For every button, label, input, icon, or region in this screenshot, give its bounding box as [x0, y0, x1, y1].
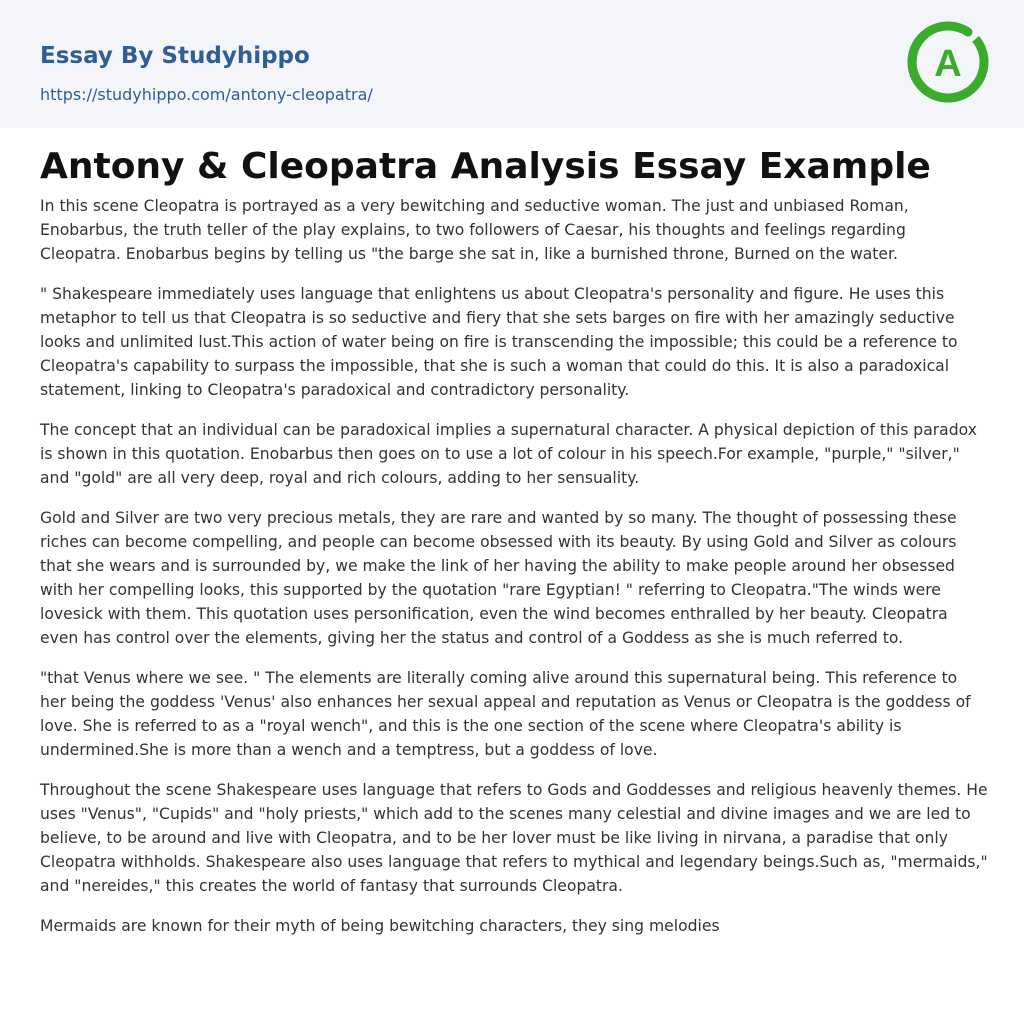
site-header	[0, 0, 1024, 128]
essay-paragraph: In this scene Cleopatra is portrayed as a very bewitching and seductive woman. The just and unbiased Roman, Enobarbus, the truth teller of the play explains, to two followers of Caesar, his thoughts and feelings regarding Cleopatra. Enobarbus begins by telling us "the barge she sat in, like a burnished throne, Burned on the water.	[40, 197, 909, 263]
essay-paragraph: " Shakespeare immediately uses language that enlightens us about Cleopatra's personality and figure. He uses this metaphor to tell us that Cleopatra is so seductive and fiery that she sets barges on fire with her amazingly seductive looks and unlimited lust.This action of water being on fire is transcending the impossible; this could be a reference to Cleopatra's capability to surpass the impossible, that she is such a woman that could do this. It is also a paradoxical statement, linking to Cleopatra's paradoxical and contradictory personality.	[40, 285, 958, 399]
essay-paragraph: "that Venus where we see. " The elements are literally coming alive around this supernatural being. This reference to her being the goddess 'Venus' also enhances her sexual appeal and reputation as Venus or Cleopatra is the goddess of love. She is referred to as a "royal wench", and this is the one section of the scene where Cleopatra's ability is undermined.She is more than a wench and a temptress, but a goddess of love.	[40, 669, 971, 759]
essay-paragraph: The concept that an individual can be paradoxical implies a supernatural character. A physical depiction of this paradox is shown in this quotation. Enobarbus then goes on to use a lot of colour in his speech.For example, "purple," "silver," and "gold" are all very deep, royal and rich colours, adding to her sensuality.	[40, 421, 977, 487]
essay-paragraph: Mermaids are known for their myth of being bewitching characters, they sing melodies	[40, 917, 720, 935]
essay-title: Antony & Cleopatra Analysis Essay Example	[40, 146, 931, 187]
essay-body	[40, 194, 988, 954]
essay-paragraph: Throughout the scene Shakespeare uses language that refers to Gods and Goddesses and religious heavenly themes. He uses "Venus", "Cupids" and "holy priests," which add to the scenes many celestial and divine images and we are led to believe, to be around and live with Cleopatra, and to be her lover must be like living in nirvana, a paradise that only Cleopatra withholds. Shakespeare also uses language that refers to mythical and legendary beings.Such as, "mermaids," and "nereides," this creates the world of fantasy that surrounds Cleopatra.	[40, 781, 988, 895]
logo-letter: A	[934, 43, 962, 85]
site-brand[interactable]: Essay By Studyhippo	[40, 43, 310, 69]
essay-paragraph: Gold and Silver are two very precious metals, they are rare and wanted by so many. The thought of possessing these riches can become compelling, and people can become obsessed with its beauty. By using Gold and Silver as colours that she wears and is surrounded by, we make the link of her having the ability to make people around her obsessed with her compelling looks, this supported by the quotation "rare Egyptian! " referring to Cleopatra."The winds were lovesick with them. This quotation uses personification, even the wind becomes enthralled by her beauty. Cleopatra even has control over the elements, giving her the status and control of a Goddess as she is much referred to.	[40, 509, 957, 647]
studyhippo-logo-icon[interactable]	[906, 20, 990, 104]
source-url-link[interactable]: https://studyhippo.com/antony-cleopatra/	[40, 85, 373, 104]
